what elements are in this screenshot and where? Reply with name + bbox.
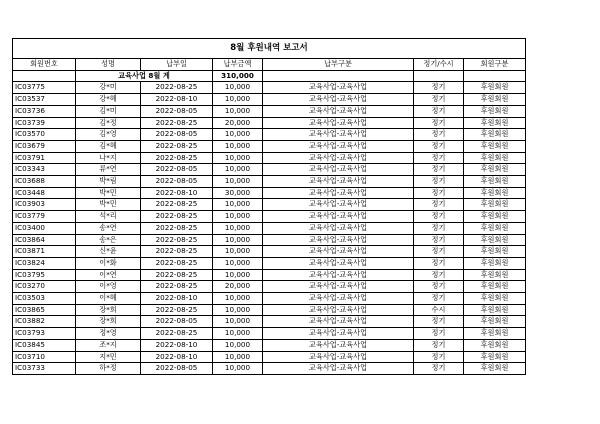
payment-type-cell: 교육사업-교육사업 — [263, 105, 414, 117]
name-cell: 김*영 — [76, 129, 141, 141]
amount-cell: 10,000 — [213, 304, 263, 316]
regular-cell: 정기 — [414, 234, 464, 246]
name-cell: 이*영 — [76, 281, 141, 293]
member-type-cell: 후원회원 — [464, 281, 526, 293]
payment-date-cell: 2022-08-25 — [141, 211, 213, 223]
amount-cell: 10,000 — [213, 339, 263, 351]
payment-date-cell: 2022-08-25 — [141, 304, 213, 316]
amount-cell: 10,000 — [213, 293, 263, 305]
table-row — [13, 176, 526, 188]
payment-type-cell: 교육사업-교육사업 — [263, 328, 414, 340]
table-row — [13, 152, 526, 164]
regular-cell: 정기 — [414, 105, 464, 117]
payment-date-cell: 2022-08-10 — [141, 339, 213, 351]
member-id-cell: IC03775 — [13, 82, 76, 94]
regular-cell: 정기 — [414, 117, 464, 129]
member-id-cell: IC03739 — [13, 117, 76, 129]
payment-date-cell: 2022-08-05 — [141, 105, 213, 117]
regular-cell: 정기 — [414, 281, 464, 293]
regular-cell: 정기 — [414, 246, 464, 258]
member-id-cell: IC03503 — [13, 293, 76, 305]
table-row — [13, 82, 526, 94]
payment-type-cell: 교육사업-교육사업 — [263, 257, 414, 269]
member-type-cell: 후원회원 — [464, 269, 526, 281]
amount-cell: 10,000 — [213, 152, 263, 164]
table-row — [13, 140, 526, 152]
member-id-cell: IC03688 — [13, 176, 76, 188]
table-row — [13, 316, 526, 328]
payment-date-cell: 2022-08-25 — [141, 152, 213, 164]
member-type-cell: 후원회원 — [464, 246, 526, 258]
payment-date-cell: 2022-08-25 — [141, 234, 213, 246]
table-row — [13, 105, 526, 117]
payment-type-cell: 교육사업-교육사업 — [263, 152, 414, 164]
member-id-cell: IC03733 — [13, 363, 76, 375]
payment-type-cell: 교육사업-교육사업 — [263, 246, 414, 258]
payment-date-cell: 2022-08-25 — [141, 257, 213, 269]
name-cell: 지*민 — [76, 351, 141, 363]
name-cell: 류*연 — [76, 164, 141, 176]
name-cell: 나*지 — [76, 152, 141, 164]
regular-cell: 정기 — [414, 187, 464, 199]
regular-cell: 정기 — [414, 164, 464, 176]
amount-cell: 10,000 — [213, 222, 263, 234]
payment-type-cell: 교육사업-교육사업 — [263, 234, 414, 246]
regular-cell: 정기 — [414, 269, 464, 281]
member-type-cell: 후원회원 — [464, 316, 526, 328]
amount-cell: 10,000 — [213, 316, 263, 328]
payment-type-cell: 교육사업-교육사업 — [263, 293, 414, 305]
regular-cell: 정기 — [414, 152, 464, 164]
regular-cell: 정기 — [414, 199, 464, 211]
amount-cell: 10,000 — [213, 363, 263, 375]
table-row — [13, 117, 526, 129]
amount-cell: 10,000 — [213, 328, 263, 340]
table-row — [13, 246, 526, 258]
regular-cell: 정기 — [414, 316, 464, 328]
member-type-cell: 후원회원 — [464, 164, 526, 176]
member-id-cell: IC03448 — [13, 187, 76, 199]
amount-cell: 10,000 — [213, 246, 263, 258]
table-row — [13, 351, 526, 363]
donation-table — [12, 38, 526, 375]
regular-cell: 정기 — [414, 222, 464, 234]
table-row — [13, 94, 526, 106]
member-type-cell: 후원회원 — [464, 211, 526, 223]
table-row — [13, 199, 526, 211]
member-type-cell: 후원회원 — [464, 187, 526, 199]
name-cell: 김*혜 — [76, 140, 141, 152]
name-cell: 장*희 — [76, 316, 141, 328]
payment-date-cell: 2022-08-25 — [141, 82, 213, 94]
name-cell: 김*정 — [76, 117, 141, 129]
member-id-cell: IC03903 — [13, 199, 76, 211]
name-cell: 박*림 — [76, 176, 141, 188]
report-sheet — [12, 38, 525, 375]
summary-amount: 310,000 — [213, 70, 263, 82]
member-id-cell: IC03779 — [13, 211, 76, 223]
member-id-cell: IC03270 — [13, 281, 76, 293]
amount-cell: 10,000 — [213, 269, 263, 281]
amount-cell: 10,000 — [213, 164, 263, 176]
name-cell: 조*지 — [76, 339, 141, 351]
payment-date-cell: 2022-08-05 — [141, 316, 213, 328]
title-row — [13, 39, 526, 59]
name-cell: 김*미 — [76, 105, 141, 117]
payment-type-cell: 교육사업-교육사업 — [263, 351, 414, 363]
payment-type-cell: 교육사업-교육사업 — [263, 211, 414, 223]
payment-type-cell: 교육사업-교육사업 — [263, 316, 414, 328]
member-id-cell: IC03824 — [13, 257, 76, 269]
header-name: 성명 — [76, 59, 141, 71]
name-cell: 하*정 — [76, 363, 141, 375]
payment-date-cell: 2022-08-05 — [141, 164, 213, 176]
table-row — [13, 328, 526, 340]
regular-cell: 정기 — [414, 351, 464, 363]
payment-date-cell: 2022-08-10 — [141, 187, 213, 199]
payment-type-cell: 교육사업-교육사업 — [263, 176, 414, 188]
member-type-cell: 후원회원 — [464, 199, 526, 211]
member-id-cell: IC03736 — [13, 105, 76, 117]
member-type-cell: 후원회원 — [464, 152, 526, 164]
payment-date-cell: 2022-08-25 — [141, 140, 213, 152]
regular-cell: 수시 — [414, 304, 464, 316]
member-id-cell: IC03400 — [13, 222, 76, 234]
table-row — [13, 164, 526, 176]
regular-cell: 정기 — [414, 129, 464, 141]
header-regular: 정기/수시 — [414, 59, 464, 71]
payment-type-cell: 교육사업-교육사업 — [263, 164, 414, 176]
payment-date-cell: 2022-08-25 — [141, 328, 213, 340]
member-type-cell: 후원회원 — [464, 293, 526, 305]
member-type-cell: 후원회원 — [464, 94, 526, 106]
member-type-cell: 후원회원 — [464, 328, 526, 340]
name-cell: 송*연 — [76, 222, 141, 234]
name-cell: 장*희 — [76, 304, 141, 316]
table-row — [13, 281, 526, 293]
regular-cell: 정기 — [414, 363, 464, 375]
table-row — [13, 363, 526, 375]
payment-type-cell: 교육사업-교육사업 — [263, 269, 414, 281]
payment-type-cell: 교육사업-교육사업 — [263, 82, 414, 94]
table-row — [13, 129, 526, 141]
payment-type-cell: 교육사업-교육사업 — [263, 281, 414, 293]
member-type-cell: 후원회원 — [464, 363, 526, 375]
member-type-cell: 후원회원 — [464, 257, 526, 269]
table-row — [13, 234, 526, 246]
header-amount: 납부금액 — [213, 59, 263, 71]
payment-type-cell: 교육사업-교육사업 — [263, 363, 414, 375]
amount-cell: 30,000 — [213, 187, 263, 199]
amount-cell: 10,000 — [213, 176, 263, 188]
name-cell: 정*영 — [76, 328, 141, 340]
name-cell: 이*연 — [76, 269, 141, 281]
member-type-cell: 후원회원 — [464, 82, 526, 94]
regular-cell: 정기 — [414, 293, 464, 305]
payment-type-cell: 교육사업-교육사업 — [263, 187, 414, 199]
name-cell: 박*민 — [76, 187, 141, 199]
amount-cell: 10,000 — [213, 199, 263, 211]
regular-cell: 정기 — [414, 140, 464, 152]
name-cell: 석*리 — [76, 211, 141, 223]
payment-date-cell: 2022-08-25 — [141, 269, 213, 281]
name-cell: 박*민 — [76, 199, 141, 211]
name-cell: 신*윤 — [76, 246, 141, 258]
amount-cell: 10,000 — [213, 140, 263, 152]
summary-blank — [414, 70, 464, 82]
member-type-cell: 후원회원 — [464, 176, 526, 188]
table-row — [13, 222, 526, 234]
amount-cell: 10,000 — [213, 351, 263, 363]
payment-date-cell: 2022-08-10 — [141, 351, 213, 363]
name-cell: 강*혜 — [76, 94, 141, 106]
amount-cell: 10,000 — [213, 105, 263, 117]
member-id-cell: IC03864 — [13, 234, 76, 246]
member-id-cell: IC03710 — [13, 351, 76, 363]
member-id-cell: IC03882 — [13, 316, 76, 328]
regular-cell: 정기 — [414, 257, 464, 269]
payment-date-cell: 2022-08-05 — [141, 176, 213, 188]
table-row — [13, 257, 526, 269]
amount-cell: 10,000 — [213, 257, 263, 269]
table-row — [13, 304, 526, 316]
name-cell: 강*미 — [76, 82, 141, 94]
amount-cell: 10,000 — [213, 211, 263, 223]
member-type-cell: 후원회원 — [464, 117, 526, 129]
header-payment-type: 납부구분 — [263, 59, 414, 71]
payment-date-cell: 2022-08-05 — [141, 363, 213, 375]
amount-cell: 20,000 — [213, 117, 263, 129]
member-type-cell: 후원회원 — [464, 234, 526, 246]
summary-row — [13, 70, 526, 82]
payment-date-cell: 2022-08-05 — [141, 129, 213, 141]
payment-date-cell: 2022-08-25 — [141, 281, 213, 293]
member-id-cell: IC03537 — [13, 94, 76, 106]
name-cell: 이*화 — [76, 257, 141, 269]
payment-date-cell: 2022-08-25 — [141, 117, 213, 129]
table-row — [13, 339, 526, 351]
summary-blank — [464, 70, 526, 82]
member-type-cell: 후원회원 — [464, 222, 526, 234]
amount-cell: 10,000 — [213, 234, 263, 246]
regular-cell: 정기 — [414, 94, 464, 106]
table-row — [13, 293, 526, 305]
name-cell: 송*은 — [76, 234, 141, 246]
table-row — [13, 269, 526, 281]
payment-date-cell: 2022-08-10 — [141, 94, 213, 106]
table-row — [13, 211, 526, 223]
amount-cell: 20,000 — [213, 281, 263, 293]
amount-cell: 10,000 — [213, 82, 263, 94]
table-row — [13, 187, 526, 199]
member-id-cell: IC03679 — [13, 140, 76, 152]
member-id-cell: IC03795 — [13, 269, 76, 281]
payment-type-cell: 교육사업-교육사업 — [263, 222, 414, 234]
member-type-cell: 후원회원 — [464, 129, 526, 141]
payment-type-cell: 교육사업-교육사업 — [263, 140, 414, 152]
name-cell: 이*혜 — [76, 293, 141, 305]
member-type-cell: 후원회원 — [464, 304, 526, 316]
payment-date-cell: 2022-08-25 — [141, 246, 213, 258]
payment-type-cell: 교육사업-교육사업 — [263, 94, 414, 106]
report-title: 8월 후원내역 보고서 — [13, 39, 526, 59]
member-id-cell: IC03845 — [13, 339, 76, 351]
payment-date-cell: 2022-08-25 — [141, 199, 213, 211]
summary-blank — [263, 70, 414, 82]
payment-type-cell: 교육사업-교육사업 — [263, 199, 414, 211]
header-member-id: 회원번호 — [13, 59, 76, 71]
member-id-cell: IC03343 — [13, 164, 76, 176]
regular-cell: 정기 — [414, 82, 464, 94]
payment-type-cell: 교육사업-교육사업 — [263, 339, 414, 351]
amount-cell: 10,000 — [213, 129, 263, 141]
member-id-cell: IC03791 — [13, 152, 76, 164]
member-id-cell: IC03570 — [13, 129, 76, 141]
member-type-cell: 후원회원 — [464, 339, 526, 351]
header-member-type: 회원구분 — [464, 59, 526, 71]
member-type-cell: 후원회원 — [464, 351, 526, 363]
regular-cell: 정기 — [414, 339, 464, 351]
payment-type-cell: 교육사업-교육사업 — [263, 304, 414, 316]
payment-date-cell: 2022-08-25 — [141, 222, 213, 234]
member-type-cell: 후원회원 — [464, 140, 526, 152]
payment-date-cell: 2022-08-10 — [141, 293, 213, 305]
summary-label: 교육사업 8월 계 — [76, 70, 213, 82]
regular-cell: 정기 — [414, 211, 464, 223]
header-payment-date: 납부일 — [141, 59, 213, 71]
amount-cell: 10,000 — [213, 94, 263, 106]
payment-type-cell: 교육사업-교육사업 — [263, 129, 414, 141]
member-id-cell: IC03865 — [13, 304, 76, 316]
member-id-cell: IC03793 — [13, 328, 76, 340]
regular-cell: 정기 — [414, 176, 464, 188]
member-type-cell: 후원회원 — [464, 105, 526, 117]
header-row — [13, 59, 526, 71]
regular-cell: 정기 — [414, 328, 464, 340]
summary-blank — [13, 70, 76, 82]
payment-type-cell: 교육사업-교육사업 — [263, 117, 414, 129]
member-id-cell: IC03871 — [13, 246, 76, 258]
